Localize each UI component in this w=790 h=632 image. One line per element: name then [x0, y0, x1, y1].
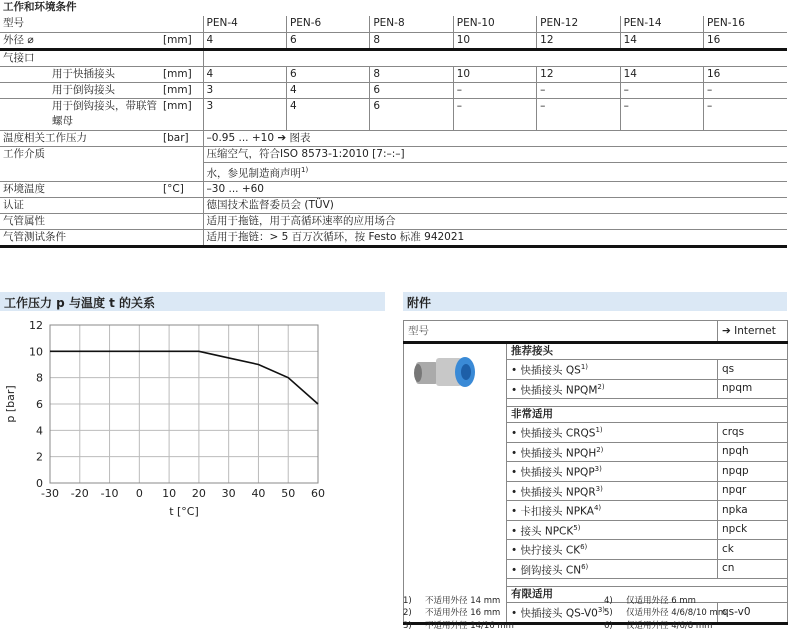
- port-value: 4: [286, 82, 369, 98]
- accessories-title: 附件: [403, 292, 787, 311]
- ambient-value: –30 ... +60: [203, 182, 787, 198]
- footnote-ref: 5): [573, 524, 580, 532]
- acc-header-label: 型号: [404, 321, 718, 343]
- port-value: –: [537, 98, 620, 130]
- model-header: PEN-14: [620, 16, 703, 32]
- unit: [mm]: [160, 98, 203, 130]
- test-label: 气管测试条件: [0, 230, 203, 247]
- od-value: 10: [453, 32, 536, 49]
- accessory-name: [507, 540, 718, 560]
- chart-section-title: 工作压力 p 与温度 t 的关系: [0, 292, 385, 311]
- x-tick-label: -10: [101, 487, 119, 500]
- unit: [mm]: [160, 32, 203, 49]
- cert-label: 认证: [0, 198, 203, 214]
- footnote: [403, 620, 514, 632]
- accessory-name: [507, 520, 718, 540]
- accessory-name: [507, 559, 718, 579]
- port-value: 6: [286, 66, 369, 82]
- medium-label: 工作介质: [0, 146, 203, 182]
- spacer: [507, 399, 788, 407]
- accessory-name: [507, 360, 718, 380]
- accessory-code[interactable]: npqm: [718, 379, 788, 399]
- port-value: –: [620, 98, 703, 130]
- accessory-code[interactable]: crqs: [718, 423, 788, 443]
- port-row-label: 用于倒钩接头，带联管螺母: [0, 98, 160, 130]
- od-value: 4: [203, 32, 286, 49]
- accessory-label: • 倒钩接头 CN: [511, 564, 581, 576]
- medium-value-1: 压缩空气，符合ISO 8573-1:2010 [7:–:–]: [203, 146, 787, 162]
- footnote-number: 2): [403, 607, 425, 619]
- spacer: [507, 579, 788, 587]
- port-value: 14: [620, 66, 703, 82]
- accessory-code[interactable]: qs-v0: [718, 603, 788, 624]
- accessory-label: • 快拧接头 CK: [511, 545, 580, 557]
- y-axis-label: p [bar]: [4, 385, 17, 422]
- port-value: 6: [370, 98, 453, 130]
- product-image: [404, 343, 507, 624]
- footnote: [403, 607, 500, 619]
- accessory-code[interactable]: npck: [718, 520, 788, 540]
- footnote-number: 3): [403, 620, 425, 632]
- accessory-label: • 快插接头 NPQH: [511, 447, 596, 459]
- footnote-text: 不适用外径 14 mm: [425, 596, 500, 606]
- y-tick-label: 0: [36, 477, 43, 490]
- footnote-ref: 3): [595, 465, 602, 473]
- port-label: 气接口: [0, 49, 203, 66]
- accessory-code[interactable]: ck: [718, 540, 788, 560]
- accessory-code[interactable]: qs: [718, 360, 788, 380]
- od-value: 14: [620, 32, 703, 49]
- internet-link[interactable]: ➔ Internet: [718, 321, 788, 343]
- accessory-label: • 快插接头 QS: [511, 365, 581, 377]
- empty-cell: [203, 49, 787, 66]
- accessory-code[interactable]: npka: [718, 501, 788, 521]
- footnote-text: 不适用外径 16 mm: [425, 608, 500, 618]
- footnote-number: 5): [604, 607, 626, 619]
- y-tick-label: 6: [36, 398, 43, 411]
- port-value: –: [537, 82, 620, 98]
- footnote-ref: 6): [581, 563, 588, 571]
- port-value: 16: [703, 66, 787, 82]
- footnote-text: 仅适用外径 4/6/8 mm: [626, 621, 712, 631]
- x-tick-label: 40: [251, 487, 265, 500]
- props-label: 气管属性: [0, 214, 203, 230]
- pressure-label: 温度相关工作压力: [0, 130, 160, 146]
- pressure-temperature-chart: [0, 312, 390, 522]
- port-value: 6: [370, 82, 453, 98]
- model-header: PEN-10: [453, 16, 536, 32]
- accessory-name: [507, 423, 718, 443]
- accessory-label: • 快插接头 QS-V0: [511, 608, 598, 620]
- x-tick-label: 10: [162, 487, 176, 500]
- y-tick-label: 12: [29, 319, 43, 332]
- x-tick-label: 30: [222, 487, 236, 500]
- footnote-ref: 2): [597, 383, 604, 391]
- accessory-code[interactable]: npqh: [718, 442, 788, 462]
- group-title: 有限适用: [507, 587, 788, 603]
- footnote-ref: 1): [595, 426, 602, 434]
- accessory-name: [507, 462, 718, 482]
- group-title: 推荐接头: [507, 343, 788, 360]
- port-row-label: 用于倒钩接头: [0, 82, 160, 98]
- footnote-text: 仅适用外径 4/6/8/10 mm: [626, 608, 726, 618]
- y-tick-label: 4: [36, 424, 43, 437]
- unit: [mm]: [160, 66, 203, 82]
- footnote-number: 4): [604, 595, 626, 607]
- footnote-ref: 2): [596, 446, 603, 454]
- x-tick-label: 0: [136, 487, 143, 500]
- accessory-label: • 快插接头 NPQP: [511, 467, 595, 479]
- footnote-number: 1): [403, 595, 425, 607]
- push-in-fitting-image: [410, 350, 490, 395]
- od-value: 16: [703, 32, 787, 49]
- footnote-ref: 6): [580, 543, 587, 551]
- model-header: PEN-6: [286, 16, 369, 32]
- port-value: –: [703, 98, 787, 130]
- footnote: [604, 607, 726, 619]
- port-value: 4: [203, 66, 286, 82]
- accessory-name: [507, 379, 718, 399]
- od-label: 外径 ⌀: [0, 32, 160, 49]
- accessory-label: • 快插接头 NPQR: [511, 486, 596, 498]
- x-tick-label: 20: [192, 487, 206, 500]
- y-tick-label: 2: [36, 451, 43, 464]
- footnote: [604, 620, 712, 632]
- accessory-label: • 卡扣接头 NPKA: [511, 506, 594, 518]
- footnote-ref: 1): [301, 166, 308, 174]
- accessory-label: • 快插接头 NPQM: [511, 384, 597, 396]
- cert-value: 德国技术监督委员会 (TÜV): [203, 198, 787, 214]
- port-value: 3: [203, 98, 286, 130]
- x-tick-label: -20: [71, 487, 89, 500]
- table-title: 工作和环境条件: [0, 0, 787, 16]
- accessory-name: [507, 442, 718, 462]
- port-value: 4: [286, 98, 369, 130]
- od-value: 12: [537, 32, 620, 49]
- accessory-label: • 快插接头 CRQS: [511, 428, 595, 440]
- od-value: 6: [286, 32, 369, 49]
- port-value: 10: [453, 66, 536, 82]
- medium-text: 水，参见制造商声明: [207, 167, 302, 179]
- x-tick-label: 60: [311, 487, 325, 500]
- model-header: PEN-12: [537, 16, 620, 32]
- medium-value-2: [203, 162, 787, 182]
- footnote-text: 仅适用外径 6 mm: [626, 596, 696, 606]
- accessory-code[interactable]: cn: [718, 559, 788, 579]
- x-axis-label: t [°C]: [169, 505, 199, 518]
- port-value: 3: [203, 82, 286, 98]
- footnote-ref: 4): [594, 504, 601, 512]
- accessory-label: • 接头 NPCK: [511, 525, 573, 537]
- accessory-name: [507, 501, 718, 521]
- unit: [bar]: [160, 130, 203, 146]
- port-value: –: [620, 82, 703, 98]
- port-value: –: [703, 82, 787, 98]
- accessory-code[interactable]: npqr: [718, 481, 788, 501]
- port-value: 8: [370, 66, 453, 82]
- props-value: 适用于拖链，用于高循环速率的应用场合: [203, 214, 787, 230]
- pressure-value: –0.95 ... +10 ➔ 图表: [203, 130, 787, 146]
- header-label: 型号: [0, 16, 203, 32]
- port-row-label: 用于快插接头: [0, 66, 160, 82]
- model-header: PEN-16: [703, 16, 787, 32]
- y-tick-label: 10: [29, 345, 43, 358]
- port-value: 12: [537, 66, 620, 82]
- footnote-number: 6): [604, 620, 626, 632]
- operating-conditions-table: [0, 0, 787, 248]
- unit: [mm]: [160, 82, 203, 98]
- od-value: 8: [370, 32, 453, 49]
- unit: [°C]: [160, 182, 203, 198]
- accessory-name: [507, 481, 718, 501]
- footnote: [604, 595, 696, 607]
- model-header: PEN-8: [370, 16, 453, 32]
- model-header: PEN-4: [203, 16, 286, 32]
- group-title: 非常适用: [507, 407, 788, 423]
- port-value: –: [453, 82, 536, 98]
- x-tick-label: -30: [41, 487, 59, 500]
- footnote-ref: 3): [596, 485, 603, 493]
- ambient-label: 环境温度: [0, 182, 160, 198]
- footnote: [403, 595, 500, 607]
- footnote-ref: 3): [598, 606, 605, 614]
- x-tick-label: 50: [281, 487, 295, 500]
- accessories-table: [403, 320, 788, 625]
- y-tick-label: 8: [36, 372, 43, 385]
- test-value: 适用于拖链：> 5 百万次循环，按 Festo 标准 942021: [203, 230, 787, 247]
- footnote-ref: 1): [581, 363, 588, 371]
- port-value: –: [453, 98, 536, 130]
- accessory-code[interactable]: npqp: [718, 462, 788, 482]
- footnote-text: 不适用外径 14/16 mm: [425, 621, 514, 631]
